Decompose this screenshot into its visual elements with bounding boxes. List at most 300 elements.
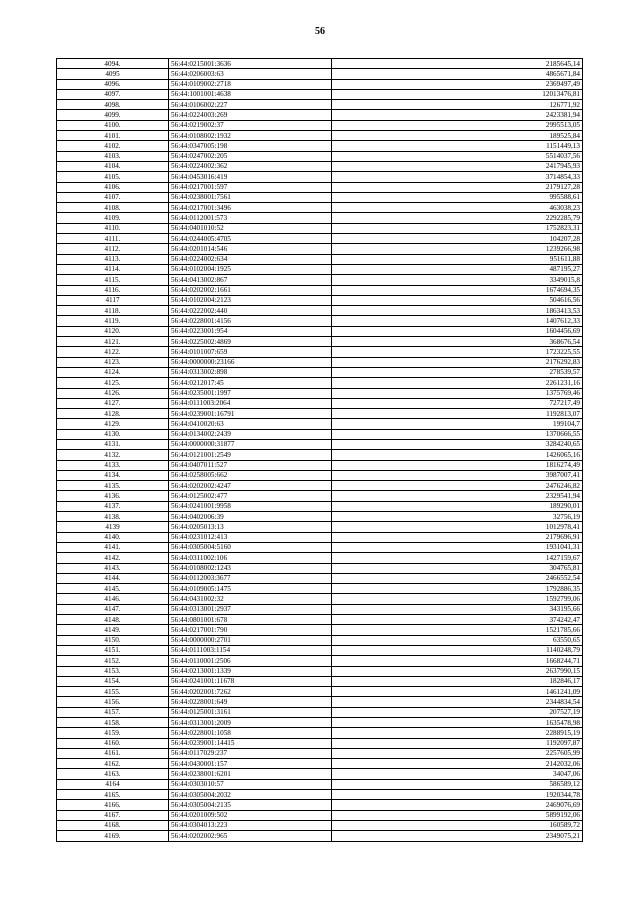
table-row xyxy=(57,347,583,357)
table-row xyxy=(57,409,583,419)
value-cell: 2476246,82 xyxy=(332,481,583,491)
cadastral-number-cell: 56:44:0407011:527 xyxy=(169,460,332,470)
cadastral-number-cell: 56:44:0305004:5160 xyxy=(169,542,332,552)
value-cell: 189525,84 xyxy=(332,131,583,141)
value-cell: 487195,27 xyxy=(332,264,583,274)
cadastral-number-cell: 56:44:0241001:9958 xyxy=(169,501,332,511)
cadastral-number-cell: 56:44:0241001:11678 xyxy=(169,676,332,686)
value-cell: 1604456,69 xyxy=(332,326,583,336)
cadastral-number-cell: 56:44:0228001:1058 xyxy=(169,728,332,738)
cadastral-number-cell: 56:44:0413002:867 xyxy=(169,275,332,285)
cadastral-number-cell: 56:44:0305004:2032 xyxy=(169,790,332,800)
table-row xyxy=(57,234,583,244)
row-number-cell: 4141. xyxy=(57,542,169,552)
cadastral-number-cell: 56:44:0202001:7262 xyxy=(169,687,332,697)
table-row xyxy=(57,429,583,439)
table-row xyxy=(57,275,583,285)
table-row xyxy=(57,295,583,305)
row-number-cell: 4105. xyxy=(57,172,169,182)
row-number-cell: 4098. xyxy=(57,100,169,110)
cadastral-number-cell: 56:44:0225002:4869 xyxy=(169,337,332,347)
table-row xyxy=(57,553,583,563)
cadastral-number-cell: 56:44:0313001:2937 xyxy=(169,604,332,614)
table-row xyxy=(57,666,583,676)
cadastral-number-cell: 56:44:0224002:362 xyxy=(169,161,332,171)
table-row xyxy=(57,718,583,728)
cadastral-number-cell: 56:44:0125002:477 xyxy=(169,491,332,501)
value-cell: 1427159,67 xyxy=(332,553,583,563)
value-cell: 182846,17 xyxy=(332,676,583,686)
value-cell: 5899192,06 xyxy=(332,810,583,820)
row-number-cell: 4169. xyxy=(57,831,169,841)
cadastral-number-cell: 56:44:0202002:4247 xyxy=(169,481,332,491)
value-cell: 1723225,55 xyxy=(332,347,583,357)
row-number-cell: 4147. xyxy=(57,604,169,614)
table-row xyxy=(57,769,583,779)
table-row xyxy=(57,89,583,99)
row-number-cell: 4159. xyxy=(57,728,169,738)
value-cell: 2288915,19 xyxy=(332,728,583,738)
value-cell: 2995513,05 xyxy=(332,120,583,130)
table-body xyxy=(57,59,583,842)
row-number-cell: 4136. xyxy=(57,491,169,501)
row-number-cell: 4139 xyxy=(57,522,169,532)
cadastral-number-cell: 56:44:0206003:63 xyxy=(169,69,332,79)
cadastral-number-cell: 56:44:0431002:32 xyxy=(169,594,332,604)
table-row xyxy=(57,748,583,758)
row-number-cell: 4112. xyxy=(57,244,169,254)
value-cell: 2423381,94 xyxy=(332,110,583,120)
row-number-cell: 4140. xyxy=(57,532,169,542)
value-cell: 2637990,15 xyxy=(332,666,583,676)
row-number-cell: 4156. xyxy=(57,697,169,707)
cadastral-number-cell: 56:44:0238001:7561 xyxy=(169,192,332,202)
value-cell: 160589,72 xyxy=(332,820,583,830)
table-row xyxy=(57,728,583,738)
table-row xyxy=(57,645,583,655)
row-number-cell: 4099. xyxy=(57,110,169,120)
row-number-cell: 4116. xyxy=(57,285,169,295)
row-number-cell: 4118. xyxy=(57,306,169,316)
row-number-cell: 4168. xyxy=(57,820,169,830)
row-number-cell: 4131. xyxy=(57,439,169,449)
table-row xyxy=(57,182,583,192)
table-row xyxy=(57,800,583,810)
cadastral-number-cell: 56:44:0258005:662 xyxy=(169,470,332,480)
cadastral-number-cell: 56:44:0125001:3161 xyxy=(169,707,332,717)
row-number-cell: 4135. xyxy=(57,481,169,491)
row-number-cell: 4107. xyxy=(57,192,169,202)
cadastral-number-cell: 56:44:0109005:1475 xyxy=(169,584,332,594)
table-row xyxy=(57,110,583,120)
row-number-cell: 4104. xyxy=(57,161,169,171)
table-row xyxy=(57,100,583,110)
value-cell: 1375769,46 xyxy=(332,388,583,398)
value-cell: 1407612,33 xyxy=(332,316,583,326)
value-cell: 1521785,66 xyxy=(332,625,583,635)
value-cell: 3349015,8 xyxy=(332,275,583,285)
table-row xyxy=(57,439,583,449)
value-cell: 1816274,49 xyxy=(332,460,583,470)
row-number-cell: 4114. xyxy=(57,264,169,274)
table-row xyxy=(57,450,583,460)
table-row xyxy=(57,790,583,800)
table-row xyxy=(57,161,583,171)
table-row xyxy=(57,481,583,491)
row-number-cell: 4132. xyxy=(57,450,169,460)
row-number-cell: 4149. xyxy=(57,625,169,635)
table-row xyxy=(57,656,583,666)
table-row xyxy=(57,378,583,388)
value-cell: 278539,57 xyxy=(332,367,583,377)
table-row xyxy=(57,532,583,542)
row-number-cell: 4097. xyxy=(57,89,169,99)
table-row xyxy=(57,820,583,830)
value-cell: 1592799,06 xyxy=(332,594,583,604)
row-number-cell: 4125. xyxy=(57,378,169,388)
row-number-cell: 4121. xyxy=(57,337,169,347)
row-number-cell: 4152. xyxy=(57,656,169,666)
table-row xyxy=(57,69,583,79)
table-row xyxy=(57,707,583,717)
table-row xyxy=(57,810,583,820)
cadastral-number-cell: 56:44:0304013:223 xyxy=(169,820,332,830)
row-number-cell: 4160. xyxy=(57,738,169,748)
row-number-cell: 4129. xyxy=(57,419,169,429)
row-number-cell: 4108. xyxy=(57,203,169,213)
cadastral-number-cell: 56:44:0313001:2009 xyxy=(169,718,332,728)
cadastral-number-cell: 56:44:0109002:2718 xyxy=(169,79,332,89)
row-number-cell: 4101. xyxy=(57,131,169,141)
row-number-cell: 4130. xyxy=(57,429,169,439)
value-cell: 1668244,71 xyxy=(332,656,583,666)
cadastral-number-cell: 56:44:0106002:227 xyxy=(169,100,332,110)
row-number-cell: 4096. xyxy=(57,79,169,89)
value-cell: 1140248,79 xyxy=(332,645,583,655)
row-number-cell: 4155. xyxy=(57,687,169,697)
value-cell: 3284240,65 xyxy=(332,439,583,449)
value-cell: 1370666,55 xyxy=(332,429,583,439)
table-row xyxy=(57,460,583,470)
value-cell: 1239266,98 xyxy=(332,244,583,254)
cadastral-number-cell: 56:44:0102004:2123 xyxy=(169,295,332,305)
table-row xyxy=(57,542,583,552)
table-row xyxy=(57,172,583,182)
value-cell: 2292285,79 xyxy=(332,213,583,223)
row-number-cell: 4151. xyxy=(57,645,169,655)
cadastral-number-cell: 56:44:0239001:16791 xyxy=(169,409,332,419)
cadastral-number-cell: 56:44:0202002:1661 xyxy=(169,285,332,295)
table-row xyxy=(57,738,583,748)
row-number-cell: 4119. xyxy=(57,316,169,326)
value-cell: 2179696,91 xyxy=(332,532,583,542)
cadastral-number-cell: 56:44:0224003:269 xyxy=(169,110,332,120)
table-row xyxy=(57,584,583,594)
cadastral-number-cell: 56:44:0238001:6201 xyxy=(169,769,332,779)
table-row xyxy=(57,388,583,398)
row-number-cell: 4154. xyxy=(57,676,169,686)
row-number-cell: 4145. xyxy=(57,584,169,594)
cadastral-number-cell: 56:44:0801001:678 xyxy=(169,615,332,625)
cadastral-number-cell: 56:44:0201014:546 xyxy=(169,244,332,254)
table-row xyxy=(57,615,583,625)
table-row xyxy=(57,470,583,480)
row-number-cell: 4162. xyxy=(57,759,169,769)
value-cell: 2179127,28 xyxy=(332,182,583,192)
row-number-cell: 4123. xyxy=(57,357,169,367)
value-cell: 1752823,31 xyxy=(332,223,583,233)
cadastral-number-cell: 56:44:0112001:573 xyxy=(169,213,332,223)
table-row xyxy=(57,141,583,151)
table-row xyxy=(57,244,583,254)
row-number-cell: 4166. xyxy=(57,800,169,810)
row-number-cell: 4146. xyxy=(57,594,169,604)
cadastral-number-cell: 56:44:0217001:597 xyxy=(169,182,332,192)
table-row xyxy=(57,264,583,274)
cadastral-number-cell: 56:44:0201009:502 xyxy=(169,810,332,820)
cadastral-number-cell: 56:44:0224002:634 xyxy=(169,254,332,264)
value-cell: 126771,92 xyxy=(332,100,583,110)
table-row xyxy=(57,192,583,202)
table-row xyxy=(57,779,583,789)
row-number-cell: 4133. xyxy=(57,460,169,470)
value-cell: 463038,23 xyxy=(332,203,583,213)
table-row xyxy=(57,563,583,573)
cadastral-number-cell: 56:44:1001001:4638 xyxy=(169,89,332,99)
value-cell: 2142032,06 xyxy=(332,759,583,769)
cadastral-number-cell: 56:44:0219002:37 xyxy=(169,120,332,130)
row-number-cell: 4109. xyxy=(57,213,169,223)
row-number-cell: 4142. xyxy=(57,553,169,563)
row-number-cell: 4094. xyxy=(57,59,169,69)
value-cell: 32756,19 xyxy=(332,512,583,522)
cadastral-number-cell: 56:44:0205013:13 xyxy=(169,522,332,532)
row-number-cell: 4164 xyxy=(57,779,169,789)
value-cell: 2469076,69 xyxy=(332,800,583,810)
value-cell: 199104,7 xyxy=(332,419,583,429)
cadastral-number-cell: 56:44:0000000:31877 xyxy=(169,439,332,449)
cadastral-number-cell: 56:44:0430001:157 xyxy=(169,759,332,769)
table-row xyxy=(57,131,583,141)
table-row xyxy=(57,687,583,697)
value-cell: 304765,81 xyxy=(332,563,583,573)
row-number-cell: 4128. xyxy=(57,409,169,419)
row-number-cell: 4122. xyxy=(57,347,169,357)
value-cell: 727217,49 xyxy=(332,398,583,408)
cadastral-number-cell: 56:44:0217001:3496 xyxy=(169,203,332,213)
value-cell: 586589,12 xyxy=(332,779,583,789)
value-cell: 1920344,78 xyxy=(332,790,583,800)
table-row xyxy=(57,79,583,89)
cadastral-number-cell: 56:44:0311002:106 xyxy=(169,553,332,563)
value-cell: 4865671,84 xyxy=(332,69,583,79)
cadastral-number-cell: 56:44:0410020:63 xyxy=(169,419,332,429)
table-row xyxy=(57,151,583,161)
cadastral-number-cell: 56:44:0202002:965 xyxy=(169,831,332,841)
value-cell: 1931041,31 xyxy=(332,542,583,552)
value-cell: 343195,66 xyxy=(332,604,583,614)
cadastral-number-cell: 56:44:0217001:790 xyxy=(169,625,332,635)
table-row xyxy=(57,223,583,233)
cadastral-number-cell: 56:44:0228001:649 xyxy=(169,697,332,707)
row-number-cell: 4113. xyxy=(57,254,169,264)
row-number-cell: 4150. xyxy=(57,635,169,645)
row-number-cell: 4110. xyxy=(57,223,169,233)
cadastral-number-cell: 56:44:0213001:1339 xyxy=(169,666,332,676)
cadastral-number-cell: 56:44:0453016:419 xyxy=(169,172,332,182)
cadastral-number-cell: 56:44:0303010:57 xyxy=(169,779,332,789)
row-number-cell: 4148. xyxy=(57,615,169,625)
value-cell: 2257605,99 xyxy=(332,748,583,758)
value-cell: 63550,65 xyxy=(332,635,583,645)
table-row xyxy=(57,120,583,130)
value-cell: 207527,19 xyxy=(332,707,583,717)
cadastral-number-cell: 56:44:0247002:205 xyxy=(169,151,332,161)
cadastral-number-cell: 56:44:0223001:954 xyxy=(169,326,332,336)
cadastral-number-cell: 56:44:0000000:23166 xyxy=(169,357,332,367)
cadastral-number-cell: 56:44:0313002:898 xyxy=(169,367,332,377)
cadastral-number-cell: 56:44:0101007:659 xyxy=(169,347,332,357)
row-number-cell: 4167. xyxy=(57,810,169,820)
table-row xyxy=(57,285,583,295)
row-number-cell: 4111. xyxy=(57,234,169,244)
table-row xyxy=(57,573,583,583)
value-cell: 2185645,14 xyxy=(332,59,583,69)
cadastral-number-cell: 56:44:0108002:1243 xyxy=(169,563,332,573)
value-cell: 1012978,41 xyxy=(332,522,583,532)
row-number-cell: 4127. xyxy=(57,398,169,408)
cadastral-number-cell: 56:44:0235001:1997 xyxy=(169,388,332,398)
cadastral-number-cell: 56:44:0117029:237 xyxy=(169,748,332,758)
row-number-cell: 4103. xyxy=(57,151,169,161)
table-row xyxy=(57,635,583,645)
table-row xyxy=(57,213,583,223)
table-row xyxy=(57,306,583,316)
table-row xyxy=(57,357,583,367)
value-cell: 189290,01 xyxy=(332,501,583,511)
table-row xyxy=(57,604,583,614)
table-row xyxy=(57,625,583,635)
value-cell: 34047,06 xyxy=(332,769,583,779)
row-number-cell: 4117 xyxy=(57,295,169,305)
table-row xyxy=(57,419,583,429)
row-number-cell: 4161. xyxy=(57,748,169,758)
value-cell: 1674694,35 xyxy=(332,285,583,295)
table-row xyxy=(57,398,583,408)
value-cell: 1151449,13 xyxy=(332,141,583,151)
table-row xyxy=(57,831,583,841)
cadastral-number-cell: 56:44:0401010:52 xyxy=(169,223,332,233)
cadastral-number-cell: 56:44:0121001:2549 xyxy=(169,450,332,460)
value-cell: 12013476,81 xyxy=(332,89,583,99)
table-row xyxy=(57,254,583,264)
table-row xyxy=(57,759,583,769)
row-number-cell: 4137. xyxy=(57,501,169,511)
row-number-cell: 4106. xyxy=(57,182,169,192)
row-number-cell: 4157. xyxy=(57,707,169,717)
value-cell: 951611,88 xyxy=(332,254,583,264)
table-row xyxy=(57,59,583,69)
value-cell: 5514037,56 xyxy=(332,151,583,161)
table-row xyxy=(57,594,583,604)
cadastral-number-cell: 56:44:0347005:198 xyxy=(169,141,332,151)
value-cell: 1792886,35 xyxy=(332,584,583,594)
cadastral-number-cell: 56:44:0305004:2135 xyxy=(169,800,332,810)
value-cell: 2466552,54 xyxy=(332,573,583,583)
cadastral-number-cell: 56:44:0102004:1925 xyxy=(169,264,332,274)
cadastral-number-cell: 56:44:0212017:45 xyxy=(169,378,332,388)
row-number-cell: 4120. xyxy=(57,326,169,336)
value-cell: 2369497,49 xyxy=(332,79,583,89)
value-cell: 2417945,93 xyxy=(332,161,583,171)
cadastral-number-cell: 56:44:0000000:2701 xyxy=(169,635,332,645)
table-row xyxy=(57,697,583,707)
cadastral-number-cell: 56:44:0244005:4705 xyxy=(169,234,332,244)
value-cell: 3714854,33 xyxy=(332,172,583,182)
row-number-cell: 4124. xyxy=(57,367,169,377)
data-table xyxy=(56,58,583,842)
value-cell: 1192813,07 xyxy=(332,409,583,419)
value-cell: 2329541,94 xyxy=(332,491,583,501)
value-cell: 1426065,16 xyxy=(332,450,583,460)
row-number-cell: 4143. xyxy=(57,563,169,573)
value-cell: 1192097,87 xyxy=(332,738,583,748)
value-cell: 1863413,53 xyxy=(332,306,583,316)
table-row xyxy=(57,203,583,213)
table-row xyxy=(57,491,583,501)
row-number-cell: 4153. xyxy=(57,666,169,676)
row-number-cell: 4138. xyxy=(57,512,169,522)
table-row xyxy=(57,501,583,511)
row-number-cell: 4115. xyxy=(57,275,169,285)
value-cell: 1461241,09 xyxy=(332,687,583,697)
cadastral-number-cell: 56:44:0231012:413 xyxy=(169,532,332,542)
value-cell: 2349075,21 xyxy=(332,831,583,841)
value-cell: 3987007,41 xyxy=(332,470,583,480)
row-number-cell: 4126. xyxy=(57,388,169,398)
cadastral-number-cell: 56:44:0112003:3677 xyxy=(169,573,332,583)
cadastral-number-cell: 56:44:0134002:2439 xyxy=(169,429,332,439)
cadastral-number-cell: 56:44:0239001:14415 xyxy=(169,738,332,748)
value-cell: 995588,61 xyxy=(332,192,583,202)
cadastral-number-cell: 56:44:0110001:2506 xyxy=(169,656,332,666)
value-cell: 2176292,83 xyxy=(332,357,583,367)
row-number-cell: 4163. xyxy=(57,769,169,779)
cadastral-number-cell: 56:44:0111003:2064 xyxy=(169,398,332,408)
cadastral-number-cell: 56:44:0108002:1932 xyxy=(169,131,332,141)
table-row xyxy=(57,512,583,522)
table-row xyxy=(57,676,583,686)
row-number-cell: 4095 xyxy=(57,69,169,79)
row-number-cell: 4134. xyxy=(57,470,169,480)
row-number-cell: 4158. xyxy=(57,718,169,728)
value-cell: 504616,56 xyxy=(332,295,583,305)
cadastral-number-cell: 56:44:0111003:1154 xyxy=(169,645,332,655)
cadastral-number-cell: 56:44:0215001:3636 xyxy=(169,59,332,69)
value-cell: 1635478,98 xyxy=(332,718,583,728)
row-number-cell: 4100. xyxy=(57,120,169,130)
value-cell: 2344834,54 xyxy=(332,697,583,707)
row-number-cell: 4102. xyxy=(57,141,169,151)
value-cell: 2261231,16 xyxy=(332,378,583,388)
page-number: 56 xyxy=(315,26,325,37)
row-number-cell: 4144. xyxy=(57,573,169,583)
cadastral-number-cell: 56:44:0222002:440 xyxy=(169,306,332,316)
cadastral-number-cell: 56:44:0228001:4156 xyxy=(169,316,332,326)
table-row xyxy=(57,316,583,326)
value-cell: 104207,28 xyxy=(332,234,583,244)
table-row xyxy=(57,337,583,347)
